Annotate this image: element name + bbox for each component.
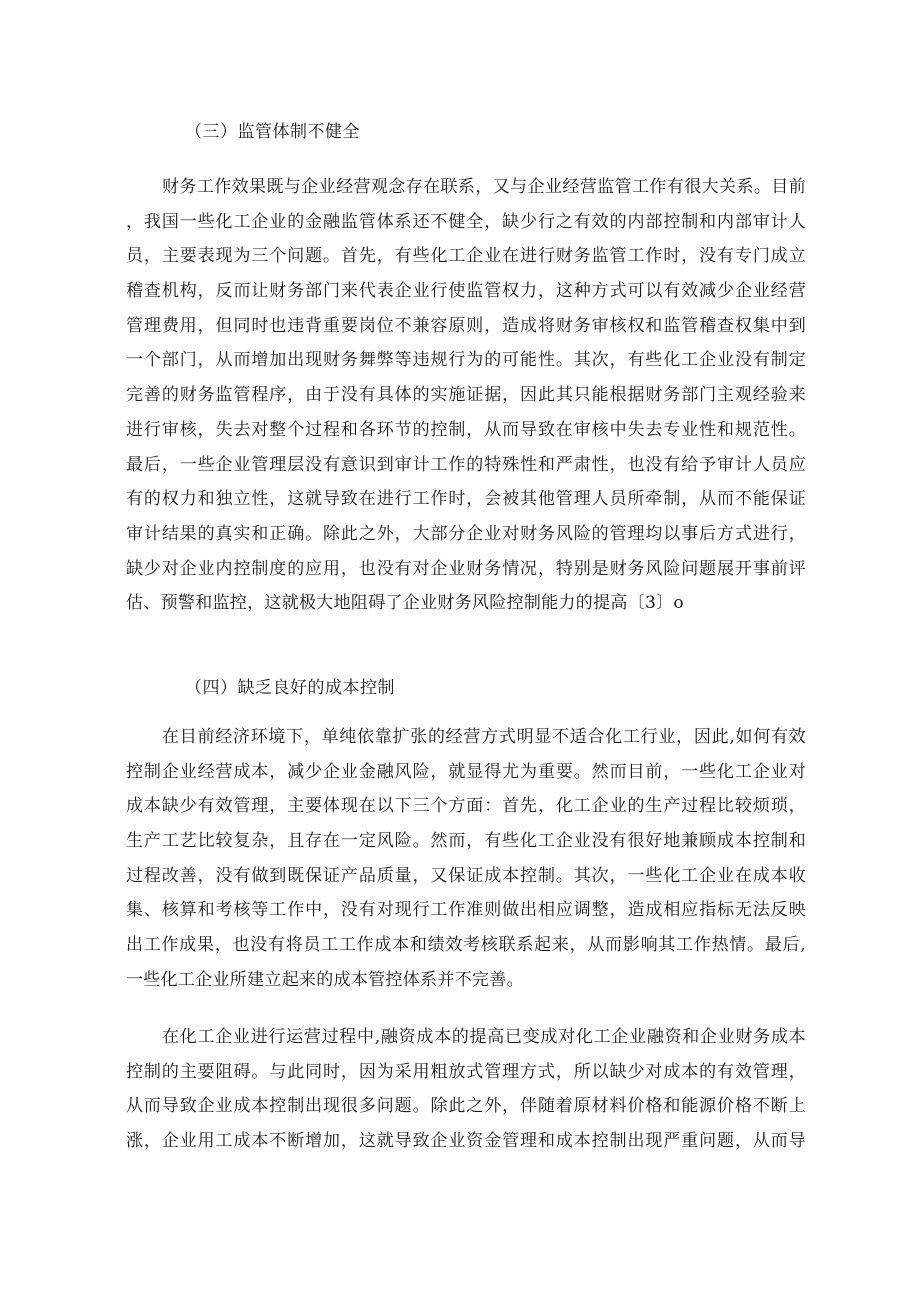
paragraph-line: ，我国一些化工企业的金融监管体系还不健全，缺少行之有效的内部控制和内部审计人	[126, 211, 806, 232]
paragraph-line: 员，主要表现为三个问题。首先，有些化工企业在进行财务监管工作时，没有专门成立	[126, 246, 806, 267]
paragraph-line: 估、预警和监控，这就极大地阻碍了企业财务风险控制能力的提高〔3〕o	[126, 593, 684, 614]
paragraph-line: 进行审核，失去对整个过程和各环节的控制，从而导致在审核中失去专业性和规范性。	[126, 419, 806, 440]
paragraph-line: 一些化工企业所建立起来的成本管控体系并不完善。	[126, 969, 524, 990]
paragraph-line: 涨，企业用工成本不断增加，这就导致企业资金管理和成本控制出现严重问题，从而导	[126, 1131, 806, 1152]
paragraph-line: 财务工作效果既与企业经营观念存在联系，又与企业经营监管工作有很大关系。目前	[162, 177, 806, 197]
paragraph-line: 审计结果的真实和正确。除此之外，大部分企业对财务风险的管理均以事后方式进行，	[126, 523, 806, 544]
paragraph-line: 出工作成果，也没有将员工工作成本和绩效考核联系起来，从而影响其工作热情。最后,	[126, 935, 806, 956]
section-heading-4: （四）缺乏良好的成本控制	[185, 678, 395, 698]
paragraph-line: 一个部门，从而增加出现财务舞弊等违规行为的可能性。其次，有些化工企业没有制定	[126, 350, 806, 371]
paragraph-line: 在目前经济环境下，单纯依靠扩张的经营方式明显不适合化工行业，因此,如何有效	[162, 727, 806, 747]
paragraph-line: 稽查机构，反而让财务部门来代表企业行使监管权力，这种方式可以有效减少企业经营	[126, 281, 806, 302]
paragraph-line: 在化工企业进行运营过程中,融资成本的提高已变成对化工企业融资和企业财务成本	[162, 1027, 806, 1047]
paragraph-line: 集、核算和考核等工作中，没有对现行工作准则做出相应调整，造成相应指标无法反映	[126, 900, 806, 921]
paragraph-line: 从而导致企业成本控制出现很多问题。除此之外，伴随着原材料价格和能源价格不断上	[126, 1096, 806, 1117]
paragraph-line: 控制企业经营成本，减少企业金融风险，就显得尤为重要。然而目前，一些化工企业对	[126, 761, 806, 782]
section-heading-3: （三）监管体制不健全	[185, 122, 360, 142]
paragraph-line: 成本缺少有效管理，主要体现在以下三个方面：首先，化工企业的生产过程比较烦琐，	[126, 796, 806, 817]
paragraph-line: 控制的主要阻碍。与此同时，因为采用粗放式管理方式，所以缺少对成本的有效管理，	[126, 1061, 806, 1082]
paragraph-line: 生产工艺比较复杂，且存在一定风险。然而，有些化工企业没有很好地兼顾成本控制和	[126, 831, 806, 852]
paragraph-financing-cost	[126, 1020, 806, 1159]
paragraph-line: 缺少对企业内控制度的应用，也没有对企业财务情况，特别是财务风险问题展开事前评	[126, 558, 806, 579]
paragraph-line: 最后，一些企业管理层没有意识到审计工作的特殊性和严肃性，也没有给予审计人员应	[126, 454, 806, 475]
paragraph-line: 有的权力和独立性，这就导致在进行工作时，会被其他管理人员所牵制，从而不能保证	[126, 489, 806, 510]
paragraph-line: 过程改善，没有做到既保证产品质量，又保证成本控制。其次，一些化工企业在成本收	[126, 865, 806, 886]
paragraph-line: 完善的财务监管程序，由于没有具体的实施证据，因此其只能根据财务部门主观经验来	[126, 385, 806, 406]
paragraph-line: 管理费用，但同时也违背重要岗位不兼容原则，造成将财务审核权和监管稽查权集中到	[126, 315, 806, 336]
paragraph-supervision	[126, 170, 806, 621]
paragraph-cost-control	[126, 720, 806, 998]
